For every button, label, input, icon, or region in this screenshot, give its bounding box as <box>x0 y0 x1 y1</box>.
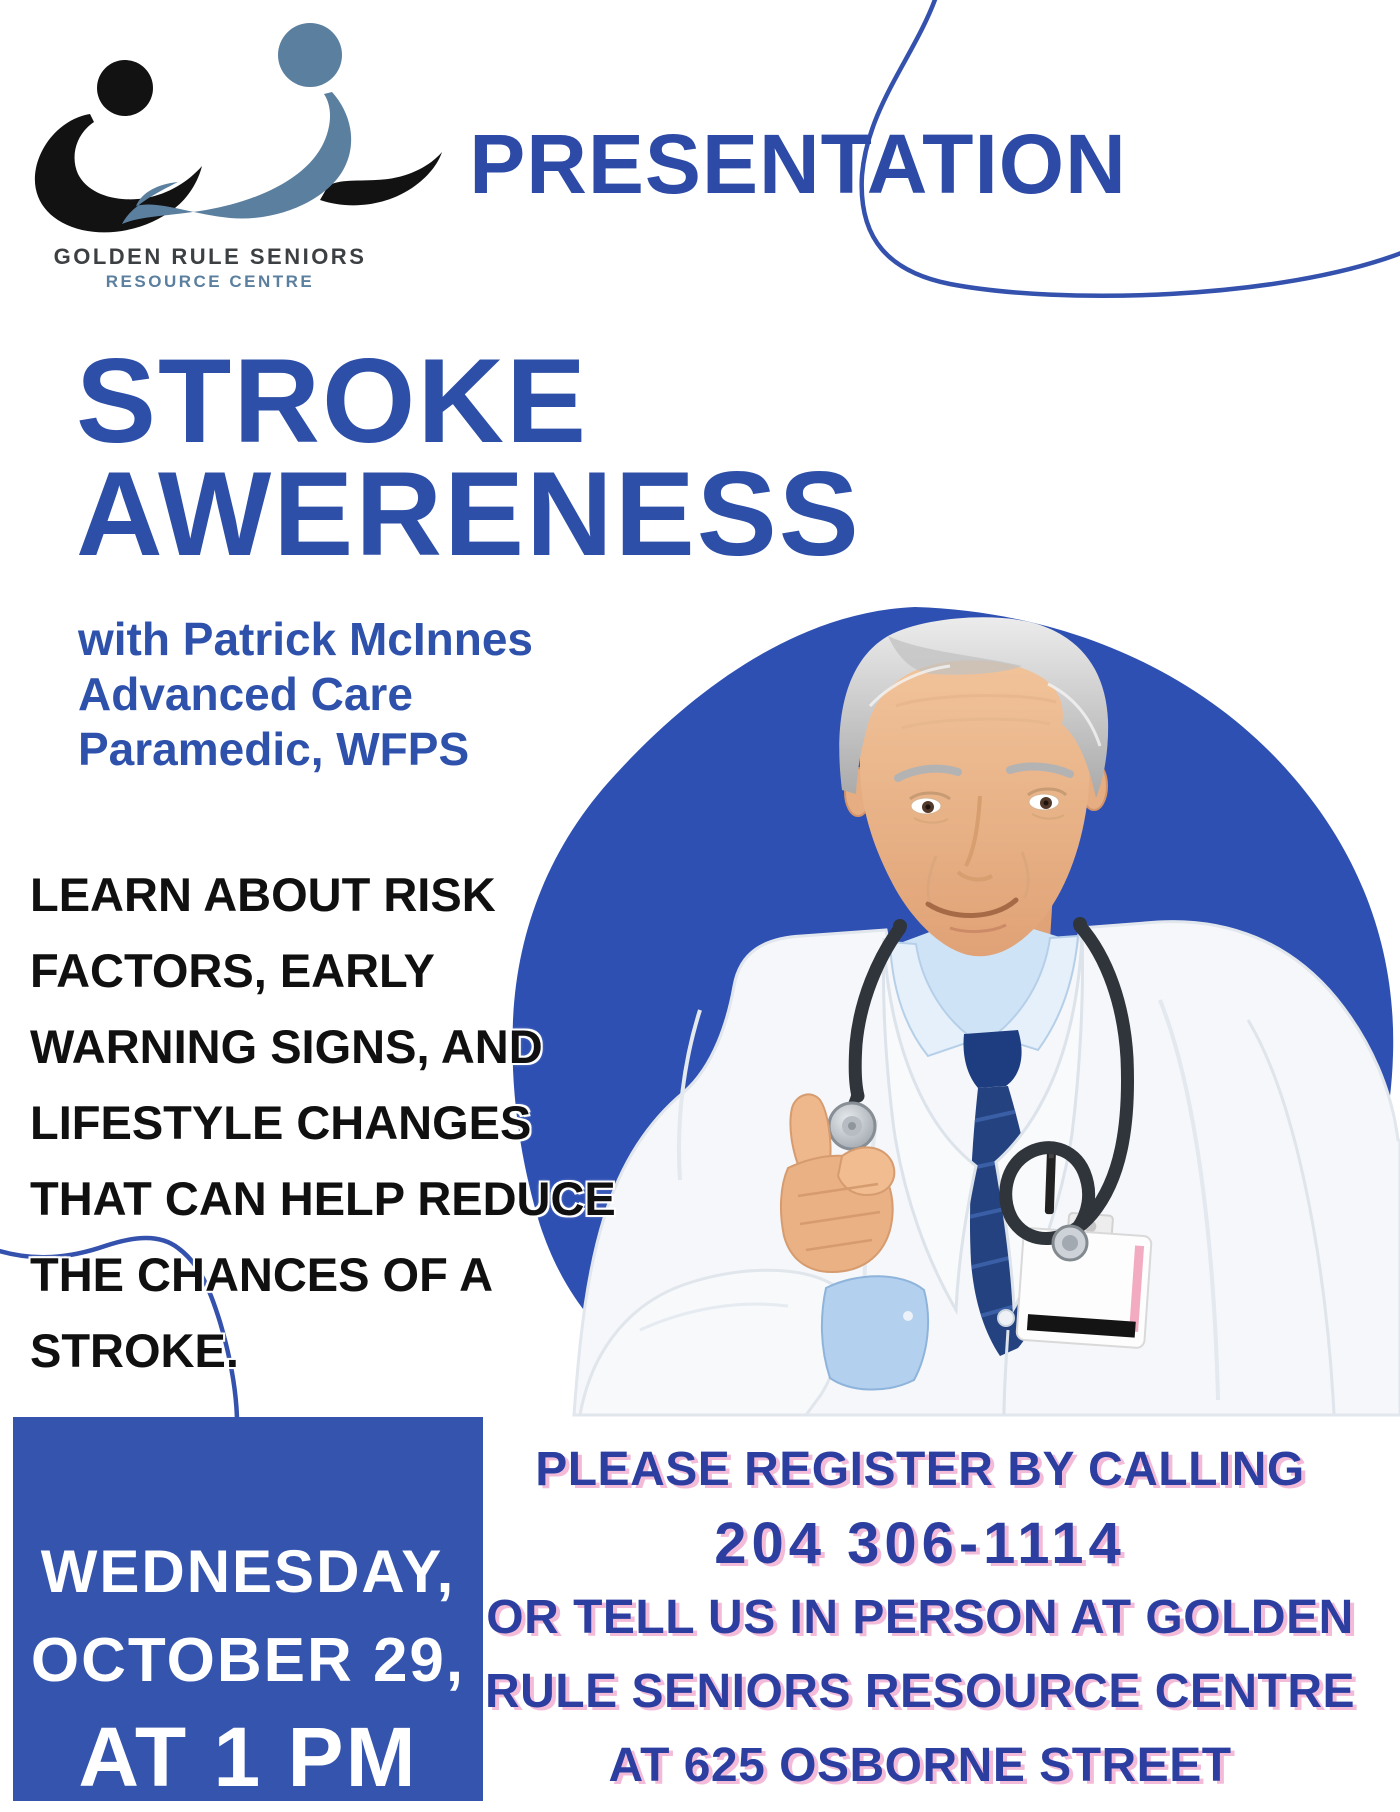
body-line: LIFESTYLE CHANGES <box>30 1096 532 1149</box>
body-line: THE CHANCES OF A <box>30 1248 494 1301</box>
event-time: AT 1 PM <box>78 1710 418 1804</box>
register-phone-number: 204 306-1114 <box>714 1511 1126 1576</box>
body-line: STROKE. <box>30 1324 239 1377</box>
body-line: WARNING SIGNS, AND <box>30 1020 543 1073</box>
register-line-4: RULE SENIORS RESOURCE CENTRE <box>484 1665 1356 1718</box>
event-day: WEDNESDAY, <box>40 1538 456 1605</box>
register-line-3: OR TELL US IN PERSON AT GOLDEN <box>486 1591 1354 1644</box>
registration-info <box>450 1433 1390 1803</box>
register-line-1: PLEASE REGISTER BY CALLING <box>535 1443 1305 1496</box>
logo-org-name: GOLDEN RULE SENIORS <box>53 244 367 269</box>
poster-subtitle <box>78 612 533 777</box>
body-line: FACTORS, EARLY <box>30 944 435 997</box>
infinity-people-logo-icon <box>35 23 442 232</box>
poster-title <box>76 334 861 581</box>
subtitle-line-1: with Patrick McInnes <box>78 613 534 665</box>
event-date-box <box>13 1417 483 1804</box>
logo-org-subtitle: RESOURCE CENTRE <box>105 272 315 291</box>
body-paragraph <box>30 857 616 1389</box>
subtitle-line-2: Advanced Care <box>78 668 413 720</box>
subtitle-line-3: Paramedic, WFPS <box>78 723 470 775</box>
register-line-5: AT 625 OSBORNE STREET <box>608 1739 1232 1792</box>
body-line: THAT CAN HELP REDUCE <box>30 1172 616 1225</box>
body-line: LEARN ABOUT RISK <box>30 868 496 921</box>
event-date: OCTOBER 29, <box>30 1626 466 1695</box>
kicker-presentation: PRESENTATION <box>469 117 1127 211</box>
title-line-1: STROKE <box>76 334 589 468</box>
title-line-2: AWERENESS <box>76 447 861 581</box>
